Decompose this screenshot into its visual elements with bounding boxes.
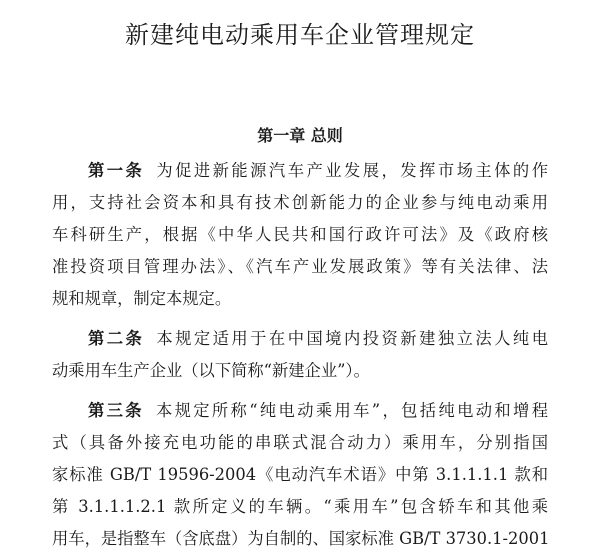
- article-text: 式（具备外接充电功能的串联式混合动力）乘用车，分别指国: [52, 433, 548, 452]
- article-1-line-5: [52, 283, 548, 315]
- article-3-line-5: [52, 523, 548, 555]
- article-text: 用车，是指整车（含底盘）为自制的、国家标准 GB/T 3730.1-2001: [52, 529, 550, 548]
- article-2-label: 第二条: [88, 329, 145, 348]
- article-3-line-1: [88, 395, 548, 427]
- article-1-line-4: [52, 251, 548, 283]
- article-3-label: 第三条: [88, 401, 144, 420]
- article-1-line-1: [88, 155, 548, 187]
- article-text: 准投资项目管理办法》、《汽车产业发展政策》等有关法律、法: [52, 257, 548, 276]
- article-text: 第 3.1.1.1.2.1 款所定义的车辆。“乘用车”包含轿车和其他乘: [52, 497, 548, 516]
- article-3-line-3: [52, 459, 548, 491]
- article-text: 家标准 GB/T 19596-2004《电动汽车术语》中第 3.1.1.1.1 款和: [52, 465, 548, 484]
- article-text: 本规定适用于在中国境内投资新建独立法人纯电: [156, 329, 548, 348]
- article-text: 车科研生产，根据《中华人民共和国行政许可法》及《政府核: [52, 225, 548, 244]
- article-text: 动乘用车生产企业（以下简称“新建企业”）。: [52, 361, 370, 380]
- article-text: 为促进新能源汽车产业发展，发挥市场主体的作: [156, 161, 548, 180]
- document-title: 新建纯电动乘用车企业管理规定: [125, 21, 475, 49]
- article-1-label: 第一条: [88, 161, 145, 180]
- article-1-line-3: [52, 219, 548, 251]
- article-2-line-2: [52, 355, 548, 387]
- article-1-line-2: [52, 187, 548, 219]
- chapter-heading: 第一章 总则: [257, 126, 343, 145]
- article-2-line-1: [88, 323, 548, 355]
- article-3-line-4: [52, 491, 548, 523]
- article-text: 本规定所称“纯电动乘用车”，包括纯电动和增程: [155, 401, 548, 420]
- article-3-line-2: [52, 427, 548, 459]
- article-text: 规和规章，制定本规定。: [52, 289, 232, 308]
- article-text: 用，支持社会资本和具有技术创新能力的企业参与纯电动乘用: [52, 193, 548, 212]
